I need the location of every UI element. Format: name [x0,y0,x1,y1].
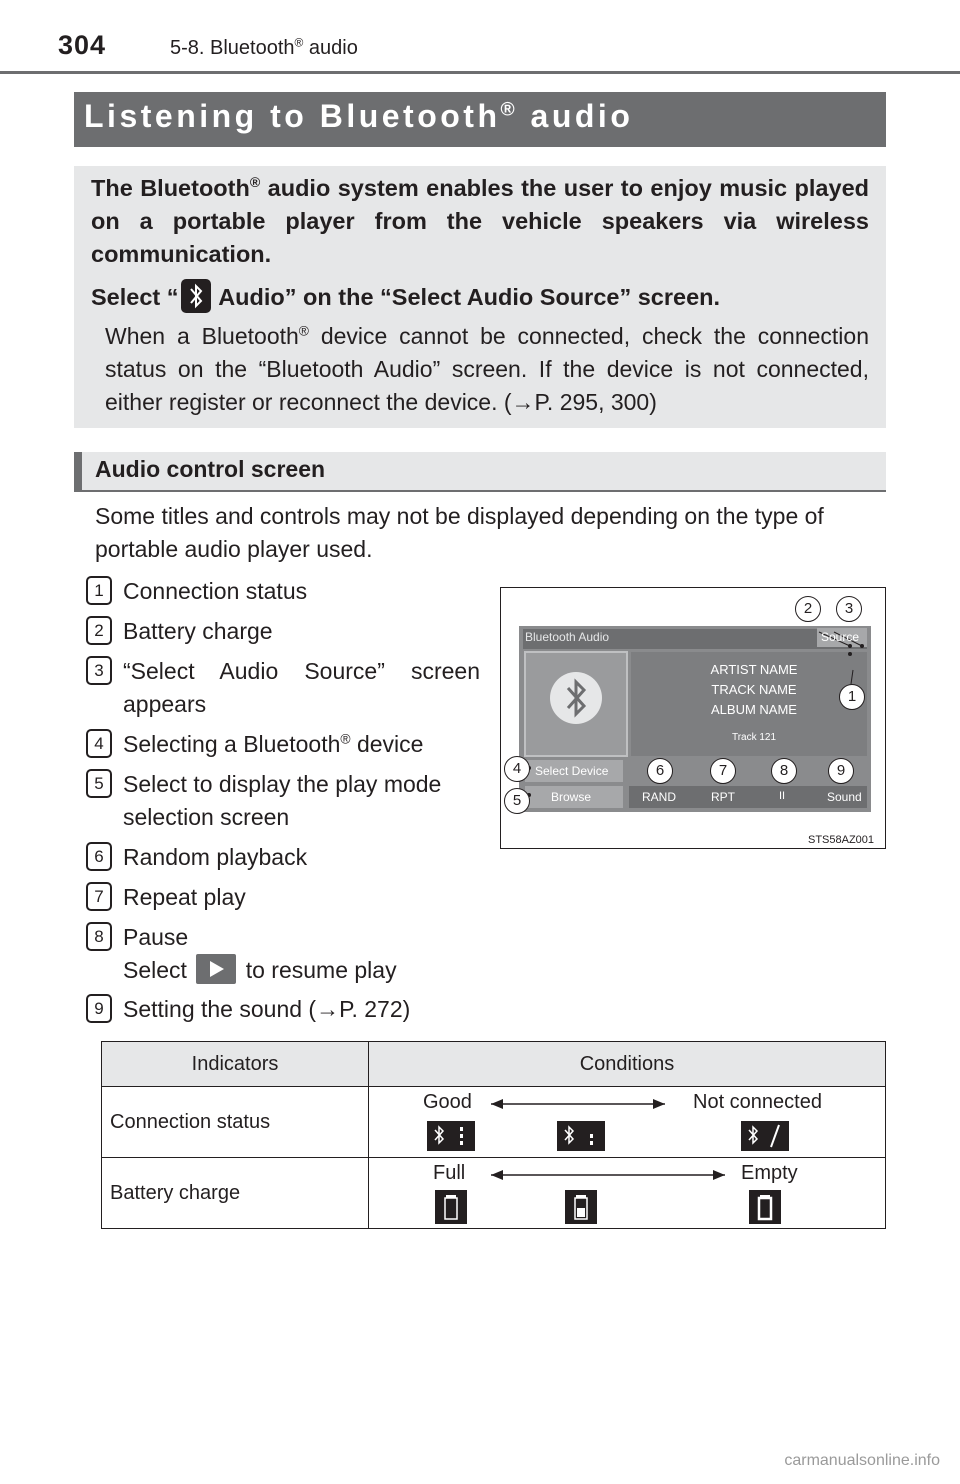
callout-8: 8 [771,758,797,784]
item-number: 2 [86,616,112,645]
callout-5: 5 [504,788,530,814]
resume-instruction: Select to resume play [123,954,397,987]
condition-right: Empty [741,1162,798,1184]
list-item: “Select Audio Source” screen appears [123,658,480,717]
row-label: Connection status [102,1087,369,1158]
track-name: TRACK NAME [711,682,797,697]
item-number: 1 [86,576,112,605]
row-conditions [369,1087,886,1158]
bluetooth-icon [181,279,211,313]
battery-full-icon [435,1190,467,1224]
table-row [102,1087,886,1158]
track-number: Track 121 [731,732,777,743]
item-number: 4 [86,729,112,758]
header-rule [0,71,960,74]
subsection-intro: Some titles and controls may not be displayed depending on the type of portable audio player used. [95,503,824,562]
list-item: Battery charge [123,618,273,644]
source-button: Source [821,630,860,644]
callout-2: 2 [795,596,821,622]
callout-3: 3 [836,596,862,622]
callout-9: 9 [828,758,854,784]
intro-text: The Bluetooth® audio system enables the user to enjoy music played on a portable player from the vehicle speakers via wireless communication. [91,174,869,267]
watermark: carmanualsonline.info [784,1452,940,1469]
page-number: 304 [58,30,107,60]
callout-7: 7 [710,758,736,784]
section-reference: 5-8. Bluetooth® audio [170,35,358,59]
callout-1: 1 [839,684,865,710]
list-item: Setting the sound (→P. 272) [123,996,411,1022]
condition-left: Full [433,1162,466,1184]
list-item: Random playback [123,844,308,870]
subsection-accent [74,452,82,492]
audio-screen-figure [500,587,886,849]
page-title: Listening to Bluetooth® audio [84,98,634,134]
list-item: Repeat play [123,884,246,910]
list-item: Selecting a Bluetooth® device [123,731,424,757]
row-conditions [369,1158,886,1229]
condition-right: Not connected [693,1091,822,1113]
row-label: Battery charge [102,1158,369,1229]
battery-empty-icon [749,1190,781,1224]
table-header-row [102,1042,886,1087]
signal-good-icon [427,1121,475,1151]
condition-left: Good [423,1091,472,1113]
callout-4: 4 [504,756,530,782]
table-header: Indicators [102,1042,369,1087]
connection-note: When a Bluetooth® device cannot be connected, check the connection status on the “Bluetooth Audio” screen. If the device is not connected, either register or reconnect the device. (→P. 295, 300) [105,323,869,415]
rpt-button: RPT [711,790,735,804]
sound-button: Sound [827,790,862,804]
pause-button: II [779,790,786,802]
play-icon [196,954,236,984]
select-instruction: Select “ Audio” on the “Select Audio Source” screen. [91,281,720,316]
item-number: 3 [86,656,112,685]
list-item: Pause [123,924,189,950]
artist-name: ARTIST NAME [710,662,798,677]
table-row [102,1158,886,1229]
figure-caption: STS58AZ001 [808,834,875,846]
subsection-title: Audio control screen [95,456,326,482]
album-name: ALBUM NAME [711,702,797,717]
item-number: 5 [86,769,112,798]
item-number: 9 [86,994,112,1023]
indicators-table [101,1041,886,1229]
screen-title: Bluetooth Audio [525,630,610,644]
item-number: 8 [86,922,112,951]
item-number: 7 [86,882,112,911]
select-device-button: Select Device [535,764,609,778]
list-item: Select to display the play mode selection screen [123,771,442,830]
table-header: Conditions [369,1042,886,1087]
callout-6: 6 [647,758,673,784]
rand-button: RAND [642,790,677,804]
item-number: 6 [86,842,112,871]
browse-button: Browse [551,790,592,804]
list-item: Connection status [123,578,308,604]
battery-mid-icon [565,1190,597,1224]
signal-mid-icon [557,1121,605,1151]
signal-not-connected-icon [741,1121,789,1151]
